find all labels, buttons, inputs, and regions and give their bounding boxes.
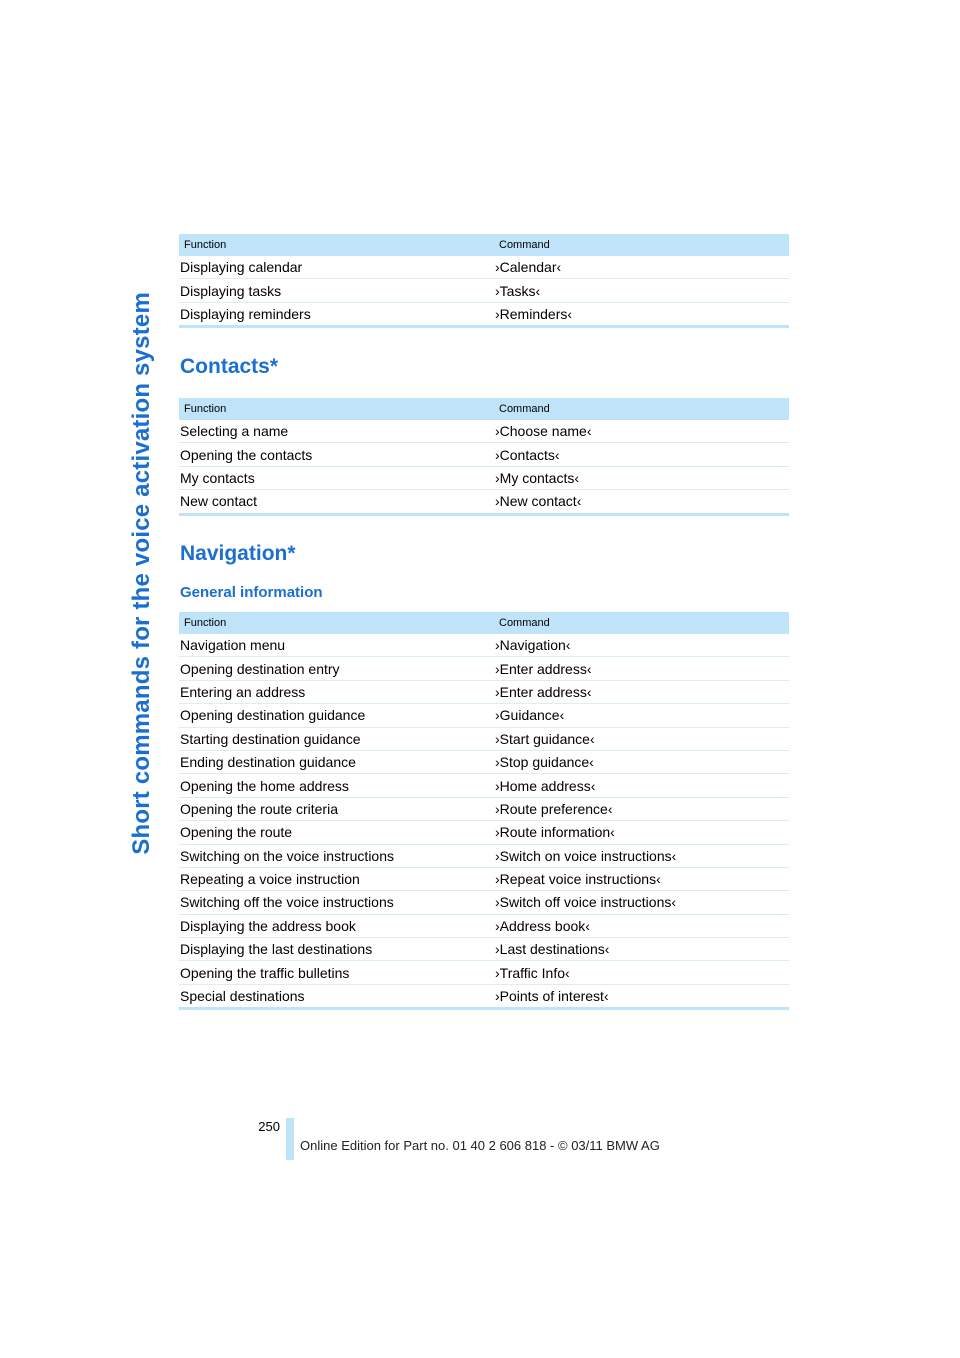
command-cell: ›Reminders‹	[495, 305, 573, 322]
table-row	[179, 938, 789, 961]
command-cell: ›Traffic Info‹	[495, 964, 570, 981]
command-cell: ›Guidance‹	[495, 707, 565, 724]
function-cell: My contacts	[180, 469, 255, 486]
table-row	[179, 891, 789, 914]
function-cell: Displaying calendar	[180, 259, 303, 276]
command-cell: ›Stop guidance‹	[495, 754, 594, 771]
navigation-heading: Navigation*	[180, 542, 296, 565]
function-cell: Starting destination guidance	[180, 730, 361, 747]
table-row	[179, 420, 789, 443]
table-row	[179, 751, 789, 774]
command-cell: ›Switch on voice instructions‹	[495, 847, 677, 864]
table-row	[179, 845, 789, 868]
table-row	[179, 868, 789, 891]
command-cell: ›Contacts‹	[495, 446, 560, 463]
command-cell: ›Address book‹	[495, 917, 590, 934]
function-cell: Opening the route	[180, 824, 293, 841]
table-row	[179, 821, 789, 844]
table-row	[179, 490, 789, 515]
side-title-text: Short commands for the voice activation system	[128, 291, 155, 855]
command-cell: ›Enter address‹	[495, 660, 592, 677]
table-row	[179, 467, 789, 490]
table-row	[179, 798, 789, 821]
command-cell: ›Route preference‹	[495, 800, 613, 817]
function-cell: Opening the route criteria	[180, 800, 338, 817]
table-row	[179, 704, 789, 727]
table-row	[179, 961, 789, 984]
table-row	[179, 303, 789, 328]
footer-edition-text: Online Edition for Part no. 01 40 2 606 818 - © 03/11 BMW AG	[300, 1138, 660, 1153]
command-cell: ›Calendar‹	[495, 259, 562, 276]
command-cell: ›Home address‹	[495, 777, 596, 794]
function-cell: Displaying the address book	[180, 917, 356, 934]
navigation-commands-table	[179, 612, 789, 1010]
function-cell: Displaying tasks	[180, 282, 282, 299]
function-cell: Switching on the voice instructions	[180, 847, 394, 864]
table-row	[179, 985, 789, 1010]
table-row	[179, 279, 789, 302]
table-header	[179, 398, 789, 420]
command-cell: ›New contact‹	[495, 493, 582, 510]
contacts-heading: Contacts*	[180, 355, 279, 378]
table-row	[179, 728, 789, 751]
command-column-header: Command	[499, 403, 550, 415]
function-cell: Special destinations	[180, 988, 305, 1005]
function-cell: Opening the contacts	[180, 446, 313, 463]
contacts-commands-table	[179, 398, 789, 516]
organizer-commands-table	[179, 234, 789, 328]
command-column-header: Command	[499, 239, 550, 251]
table-header	[179, 234, 789, 256]
function-cell: Repeating a voice instruction	[180, 871, 360, 888]
command-cell: ›Route information‹	[495, 824, 615, 841]
side-section-title	[128, 230, 156, 916]
function-cell: Selecting a name	[180, 423, 289, 440]
command-cell: ›Start guidance‹	[495, 730, 595, 747]
function-cell: Switching off the voice instructions	[180, 894, 394, 911]
function-cell: Displaying reminders	[180, 305, 311, 322]
table-row	[179, 256, 789, 279]
function-cell: Navigation menu	[180, 637, 286, 654]
page-number: 250	[258, 1119, 280, 1134]
function-cell: Opening destination entry	[180, 660, 340, 677]
function-cell: Entering an address	[180, 683, 306, 700]
function-cell: Opening destination guidance	[180, 707, 366, 724]
function-column-header: Function	[184, 617, 227, 629]
function-cell: Opening the home address	[180, 777, 349, 794]
function-cell: Displaying the last destinations	[180, 941, 373, 958]
command-cell: ›Tasks‹	[495, 282, 541, 299]
command-column-header: Command	[499, 617, 550, 629]
command-cell: ›Last destinations‹	[495, 941, 610, 958]
general-information-heading: General information	[180, 584, 323, 601]
command-cell: ›My contacts‹	[495, 469, 580, 486]
table-row	[179, 681, 789, 704]
function-column-header: Function	[184, 239, 227, 251]
command-cell: ›Choose name‹	[495, 423, 592, 440]
table-row	[179, 774, 789, 797]
function-cell: New contact	[180, 493, 258, 510]
function-cell: Ending destination guidance	[180, 754, 356, 771]
command-cell: ›Enter address‹	[495, 683, 592, 700]
table-row	[179, 915, 789, 938]
table-header	[179, 612, 789, 634]
command-cell: ›Repeat voice instructions‹	[495, 871, 661, 888]
command-cell: ›Switch off voice instructions‹	[495, 894, 677, 911]
table-row	[179, 657, 789, 680]
table-row	[179, 443, 789, 466]
command-cell: ›Points of interest‹	[495, 988, 609, 1005]
footer-accent-bar	[286, 1118, 294, 1160]
function-column-header: Function	[184, 403, 227, 415]
command-cell: ›Navigation‹	[495, 637, 571, 654]
table-row	[179, 634, 789, 657]
function-cell: Opening the traffic bulletins	[180, 964, 350, 981]
